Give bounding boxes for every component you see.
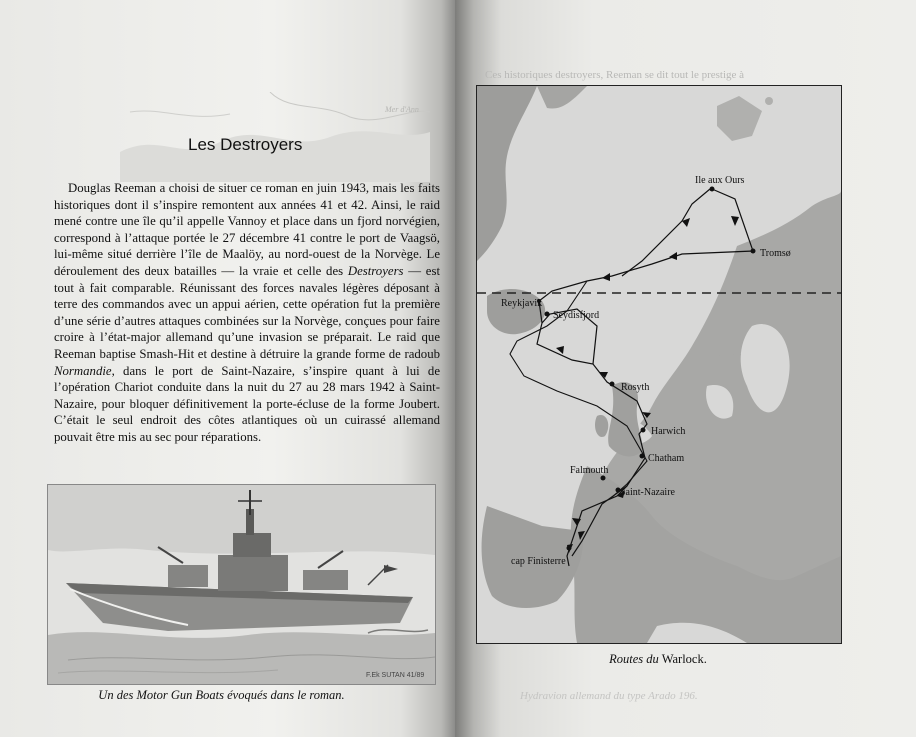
illustration-signature: F.Ek SUTAN 41/89 [366,672,425,679]
map-label-rosyth: Rosyth [621,382,650,393]
map-label-falmouth: Falmouth [570,465,609,476]
left-page [0,0,455,737]
text-part-3: , dans le port de Saint-Nazaire, s’inspire quant à lui de l’opération Chariot conduite dans la nuit du 27 au 28 mars 1942 à Saint-Nazaire, pour bloquer définitivement la porte-écluse de la forme Joubert. C’était le seul endroit des côtes atlantiques où un cuirassé allemand pouvait être mis au sec pour réparations. [54,363,440,444]
text-italic-destroyers: Destroyers [347,263,404,278]
map-label-ile-aux-ours: Ile aux Ours [695,175,745,186]
map-label-tromso: Tromsø [760,248,791,259]
map-caption-prefix: Routes du [609,652,659,666]
text-part-2: — est tout à fait comparable. Réunissant des forces navales légères déposant à terre des commandos avec un appui aérien, cette opération fut la première d’une série d’autres attaques combinées sur la Norvège, conçues pour faire croire à l’état-major allemand qu’une invasion se préparait. Le raid que Reeman baptise Smash-Hit et destine à détruire la grande forme de radoub [54,263,440,361]
map-caption-name: Warlock. [661,652,707,666]
map-caption [476,652,840,667]
map-label-saint-nazaire: Saint-Nazaire [620,487,675,498]
map-label-reykjavik: Reykjavik [501,298,543,309]
map-sea-label: Mer d'Ann [385,105,419,114]
map-label-seydisfjord: Seydisfjord [553,310,600,321]
body-paragraph [54,180,440,446]
page-title: Les Destroyers [188,135,303,154]
route-map [476,85,842,644]
map-label-chatham: Chatham [648,453,685,464]
show-through-text-top: Ces historiques destroyers, Reeman se dit tout le prestige à [485,69,745,81]
boat-illustration [47,484,436,685]
show-through-text-bottom: Hydravion allemand du type Arado 196. [520,690,698,702]
map-label-cap-finisterre: cap Finisterre [511,556,566,567]
text-italic-normandie: Normandie [54,363,112,378]
illustration-caption: Un des Motor Gun Boats évoqués dans le roman. [98,688,345,702]
map-label-harwich: Harwich [651,426,686,437]
text-part-1: Douglas Reeman a choisi de situer ce roman en juin 1943, mais les faits historiques dont il s’inspire remontent aux années 41 et 42. Ainsi, le raid mené contre une île qu’il appelle Vannoy et place dans un fjord norvégien, correspond à l’attaque portée le 27 décembre 41 contre le port de Vaagsö, lui-même situé derrière l’île de Maalöy, au nord-ouest de la Norvège. Le déroulement des deux batailles — la vraie et celle des [54,181,440,278]
